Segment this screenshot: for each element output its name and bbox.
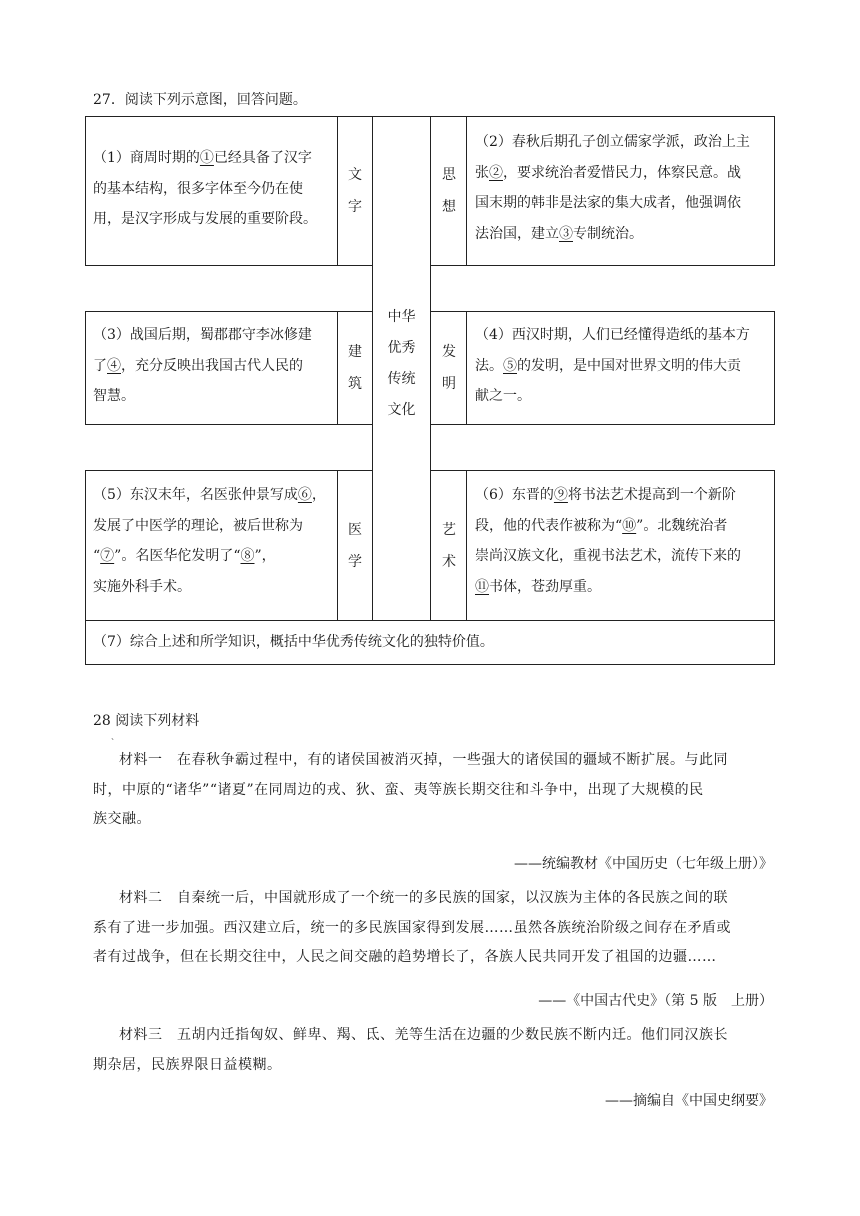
material-2: 材料二 自秦统一后，中国就形成了一个统一的多民族的国家，以汉族为主体的各民族之间的联 系有了进一步加强。西汉建立后，统一的多民族国家得到发展……虽然各族统治阶级之间存在矛盾或 者有过战争，但在长期交往中，人民之间交融的趋势增长了，各族人民共同开发了祖国的边疆…… bbox=[93, 890, 731, 965]
center-label: 中华 优秀 传统 文化 bbox=[387, 309, 416, 418]
material-3-source: ——摘编自《中国史纲要》 bbox=[605, 1093, 773, 1109]
label-invention: 发 明 bbox=[442, 344, 456, 392]
text-thought: （2）春秋后期孔子创立儒家学派，政治上主 张②，要求统治者爱惜民力，体察民意。战 国末期的韩非是法家的集大成者，他强调依 法治国，建立③专制统治。 bbox=[475, 134, 750, 242]
text-writing: （1）商周时期的①已经具备了汉字 的基本结构，很多字体至今仍在使 用，是汉字形成与发展的重要阶段。 bbox=[93, 150, 317, 227]
material-1-source: ——统编教材《中国历史（七年级上册）》 bbox=[514, 856, 773, 872]
label-writing: 文 字 bbox=[348, 167, 362, 215]
material-3: 材料三 五胡内迁指匈奴、鲜卑、羯、氐、羌等生活在边疆的少数民族不断内迁。他们同汉族长 期杂居，民族界限日益模糊。 bbox=[93, 1027, 728, 1073]
question-28-title: 28 阅读下列材料 bbox=[93, 713, 200, 729]
label-architecture: 建 筑 bbox=[348, 344, 362, 392]
label-art: 艺 术 bbox=[442, 522, 456, 570]
text-architecture: （3）战国后期，蜀郡郡守李冰修建 了④，充分反映出我国古代人民的 智慧。 bbox=[93, 327, 312, 404]
label-thought: 思 想 bbox=[442, 167, 456, 215]
material-2-source: ——《中国古代史》（第 5 版 上册） bbox=[538, 993, 773, 1009]
text-art: （6）东晋的⑨将书法艺术提高到一个新阶 段，他的代表作被称为“⑩”。北魏统治者 崇尚汉族文化，重视书法艺术，流传下来的 ⑪书体，苍劲厚重。 bbox=[475, 487, 741, 595]
text-summary: （7）综合上述和所学知识，概括中华优秀传统文化的独特价值。 bbox=[93, 634, 494, 650]
text-medicine: （5）东汉末年，名医张仲景写成⑥， 发展了中医学的理论，被后世称为 “⑦”。名医华佗发明了“⑧”， 实施外科手术。 bbox=[93, 487, 326, 595]
label-medicine: 医 学 bbox=[348, 522, 362, 570]
stray-mark: 、 bbox=[111, 732, 119, 741]
text-invention: （4）西汉时期，人们已经懂得造纸的基本方 法。⑤的发明，是中国对世界文明的伟大贡 献之一。 bbox=[475, 327, 750, 404]
material-1: 材料一 在春秋争霸过程中，有的诸侯国被消灭掉，一些强大的诸侯国的疆域不断扩展。与此同 时，中原的“诸华”“诸夏”在同周边的戎、狄、蛮、夷等族长期交往和斗争中，出现了大规模的民 族交融。 bbox=[93, 752, 728, 827]
question-27-title: 27．阅读下列示意图，回答问题。 bbox=[93, 92, 307, 108]
